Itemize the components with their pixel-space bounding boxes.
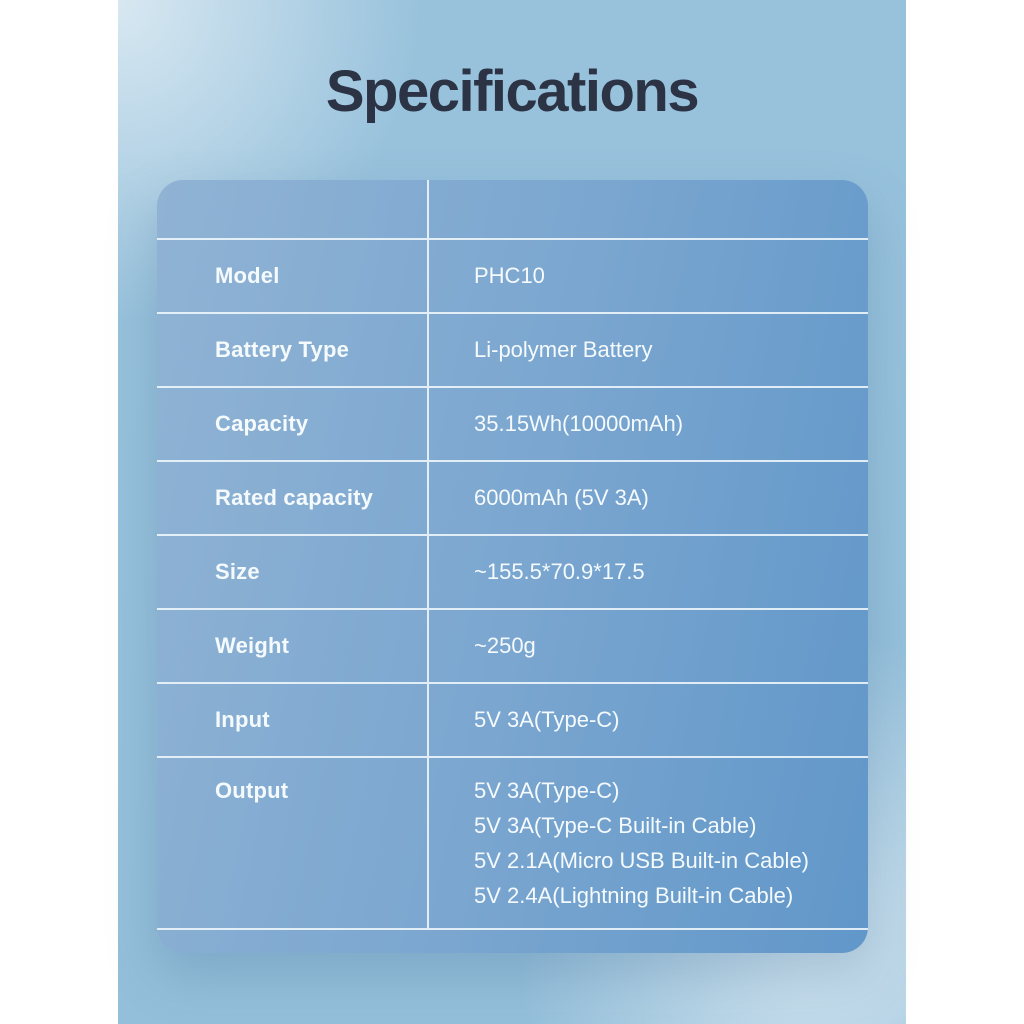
specifications-table [157,180,868,953]
spec-label-size: Size [157,536,429,608]
header-value-cell [429,180,868,238]
spec-label-input: Input [157,684,429,756]
spec-row-output [157,756,868,928]
spec-value-output-line-2: 5V 3A(Type-C Built-in Cable) [474,813,757,838]
spec-value-input: 5V 3A(Type-C) [474,707,620,732]
spec-label-battery-type: Battery Type [157,314,429,386]
spec-row-input [157,682,868,756]
spec-value-output-line-1: 5V 3A(Type-C) [474,778,620,803]
spec-label-model: Model [157,240,429,312]
table-header-row [157,180,868,238]
spec-row-capacity [157,386,868,460]
spec-row-battery-type [157,312,868,386]
spec-value-size: ~155.5*70.9*17.5 [474,559,645,584]
spec-label-output: Output [157,758,429,928]
background-panel [118,0,906,1024]
spec-row-model [157,238,868,312]
spec-value-model: PHC10 [474,263,545,288]
spec-value-weight: ~250g [474,633,536,658]
spec-row-size [157,534,868,608]
spec-label-capacity: Capacity [157,388,429,460]
spec-value-output-line-3: 5V 2.1A(Micro USB Built-in Cable) [474,848,810,873]
header-label-cell [157,180,429,238]
spec-value-rated-capacity: 6000mAh (5V 3A) [474,485,649,510]
spec-value-output-line-4: 5V 2.4A(Lightning Built-in Cable) [474,883,794,908]
page-title: Specifications [325,59,699,124]
spec-row-weight [157,608,868,682]
spec-row-rated-capacity [157,460,868,534]
table-footer-row [157,928,868,953]
spec-value-battery-type: Li-polymer Battery [474,337,653,362]
spec-label-weight: Weight [157,610,429,682]
spec-value-capacity: 35.15Wh(10000mAh) [474,411,684,436]
spec-value-output [429,758,868,928]
spec-label-rated-capacity: Rated capacity [157,462,429,534]
